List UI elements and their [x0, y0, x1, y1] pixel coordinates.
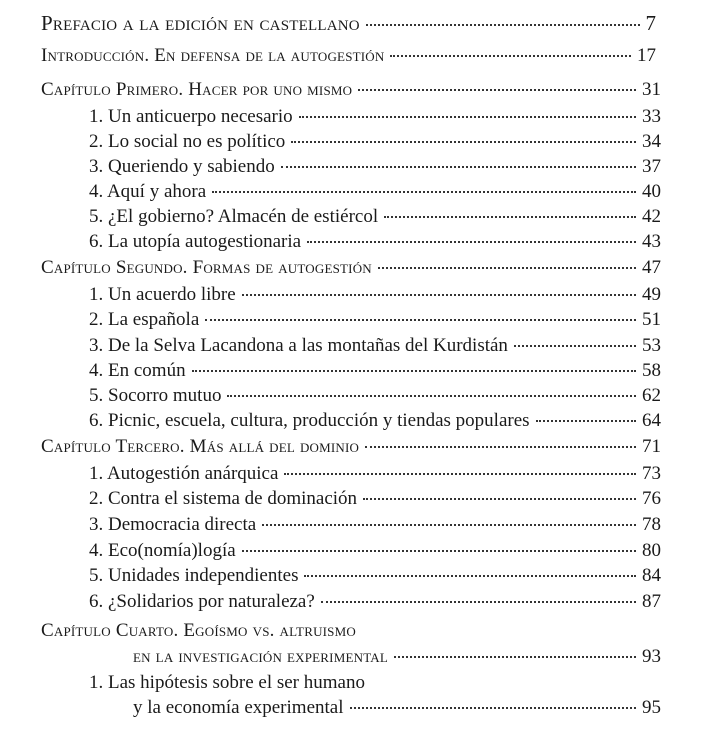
- toc-entry-page: 7: [645, 11, 656, 35]
- dot-leader: [350, 706, 637, 709]
- dot-leader: [366, 23, 640, 26]
- toc-entry-page: 93: [642, 646, 661, 667]
- toc-entry-3-2: [89, 488, 661, 512]
- toc-entry-page: 31: [642, 79, 661, 100]
- toc-entry-1-3: [89, 156, 661, 180]
- toc-entry-capitulo-primero: [41, 79, 661, 103]
- toc-entry-page: 34: [642, 131, 661, 152]
- toc-entry-label: 2. La española: [89, 309, 200, 330]
- toc-entry-label: 1. Un anticuerpo necesario: [89, 106, 293, 127]
- toc-entry-capitulo-tercero: [41, 436, 661, 460]
- toc-entry-capitulo-segundo: [41, 257, 661, 281]
- toc-entry-label: 5. ¿El gobierno? Almacén de estiércol: [89, 206, 379, 227]
- dot-leader: [242, 549, 636, 552]
- toc-entry-page: 58: [642, 360, 661, 381]
- toc-entry-page: 40: [642, 181, 661, 202]
- dot-leader: [307, 240, 636, 243]
- toc-entry-1-6: [89, 231, 661, 255]
- toc-entry-2-3: [89, 335, 661, 359]
- toc-entry-label: 2. Contra el sistema de dominación: [89, 488, 358, 509]
- toc-entry-label: 1. Las hipótesis sobre el ser humano: [89, 672, 365, 693]
- dot-leader: [227, 394, 636, 397]
- dot-leader: [384, 215, 636, 218]
- toc-entry-page: 95: [642, 697, 661, 718]
- toc-entry-label: en la investigación experimental: [133, 646, 389, 667]
- dot-leader: [378, 266, 636, 269]
- toc-entry-label: 2. Lo social no es político: [89, 131, 286, 152]
- toc-entry-label: Capítulo Tercero. Más allá del dominio: [41, 436, 360, 457]
- toc-entry-3-5: [89, 565, 661, 589]
- dot-leader: [394, 655, 636, 658]
- toc-entry-page: 71: [642, 436, 661, 457]
- toc-entry-label: 3. Queriendo y sabiendo: [89, 156, 275, 177]
- toc-entry-page: 37: [642, 156, 661, 177]
- toc-entry-4-1-cont: [133, 697, 661, 721]
- toc-entry-2-4: [89, 360, 661, 384]
- dot-leader: [514, 344, 636, 347]
- toc-entry-1-5: [89, 206, 661, 230]
- dot-leader: [212, 190, 636, 193]
- toc-entry-page: 64: [642, 410, 661, 431]
- dot-leader: [390, 54, 631, 57]
- toc-entry-label: 4. En común: [89, 360, 186, 381]
- toc-entry-label: y la economía experimental: [133, 697, 344, 718]
- dot-leader: [365, 445, 636, 448]
- toc-entry-label: Capítulo Segundo. Formas de autogestión: [41, 257, 372, 278]
- toc-entry-label: 5. Socorro mutuo: [89, 385, 222, 406]
- toc-entry-label: 4. Eco(nomía)logía: [89, 540, 236, 561]
- toc-entry-3-6: [89, 591, 661, 615]
- dot-leader: [299, 115, 636, 118]
- toc-entry-page: 51: [642, 309, 661, 330]
- toc-entry-label: 1. Un acuerdo libre: [89, 284, 236, 305]
- toc-entry-label: Capítulo Cuarto. Egoísmo vs. altruismo: [41, 620, 356, 641]
- toc-entry-2-1: [89, 284, 661, 308]
- dot-leader: [242, 293, 636, 296]
- toc-entry-page: 76: [642, 488, 661, 509]
- toc-entry-2-6: [89, 410, 661, 434]
- toc-entry-1-1: [89, 106, 661, 130]
- toc-entry-1-4: [89, 181, 661, 205]
- toc-entry-page: 43: [642, 231, 661, 252]
- toc-entry-3-4: [89, 540, 661, 564]
- dot-leader: [284, 472, 636, 475]
- dot-leader: [321, 600, 636, 603]
- toc-entry-page: 47: [642, 257, 661, 278]
- toc-entry-2-2: [89, 309, 661, 333]
- dot-leader: [536, 419, 636, 422]
- toc-entry-3-1: [89, 463, 661, 487]
- toc-entry-4-1: [89, 672, 661, 696]
- toc-entry-page: 87: [642, 591, 661, 612]
- dot-leader: [281, 165, 636, 168]
- toc-entry-label: 6. Picnic, escuela, cultura, producción y tiendas populares: [89, 410, 530, 431]
- toc-entry-page: 17: [637, 45, 656, 66]
- toc-entry-page: 84: [642, 565, 661, 586]
- toc-entry-label: 4. Aquí y ahora: [89, 181, 207, 202]
- toc-entry-3-3: [89, 514, 661, 538]
- dot-leader: [363, 497, 636, 500]
- dot-leader: [192, 369, 636, 372]
- dot-leader: [304, 574, 636, 577]
- toc-entry-page: 62: [642, 385, 661, 406]
- dot-leader: [358, 88, 636, 91]
- toc-entry-page: 42: [642, 206, 661, 227]
- toc-entry-introduccion: [41, 45, 656, 69]
- toc-entry-label: 3. De la Selva Lacandona a las montañas del Kurdistán: [89, 335, 508, 356]
- toc-entry-label: Capítulo Primero. Hacer por uno mismo: [41, 79, 353, 100]
- toc-entry-page: 53: [642, 335, 661, 356]
- dot-leader: [291, 140, 636, 143]
- toc-entry-label: 5. Unidades independientes: [89, 565, 299, 586]
- toc-entry-1-2: [89, 131, 661, 155]
- toc-entry-capitulo-cuarto-cont: [133, 646, 661, 670]
- toc-entry-page: 80: [642, 540, 661, 561]
- toc-entry-label: 3. Democracia directa: [89, 514, 257, 535]
- toc-entry-label: Introducción. En defensa de la autogestión: [41, 45, 385, 66]
- toc-entry-page: 73: [642, 463, 661, 484]
- dot-leader: [262, 523, 636, 526]
- toc-entry-page: 49: [642, 284, 661, 305]
- toc-entry-prefacio: [41, 12, 656, 36]
- toc-entry-capitulo-cuarto: [41, 620, 661, 644]
- toc-entry-page: 78: [642, 514, 661, 535]
- toc-entry-page: 33: [642, 106, 661, 127]
- toc-entry-2-5: [89, 385, 661, 409]
- dot-leader: [205, 318, 636, 321]
- toc-entry-label: 1. Autogestión anárquica: [89, 463, 279, 484]
- toc-entry-label: 6. ¿Solidarios por naturaleza?: [89, 591, 315, 612]
- toc-entry-label: Prefacio a la edición en castellano: [41, 11, 360, 35]
- toc-entry-label: 6. La utopía autogestionaria: [89, 231, 302, 252]
